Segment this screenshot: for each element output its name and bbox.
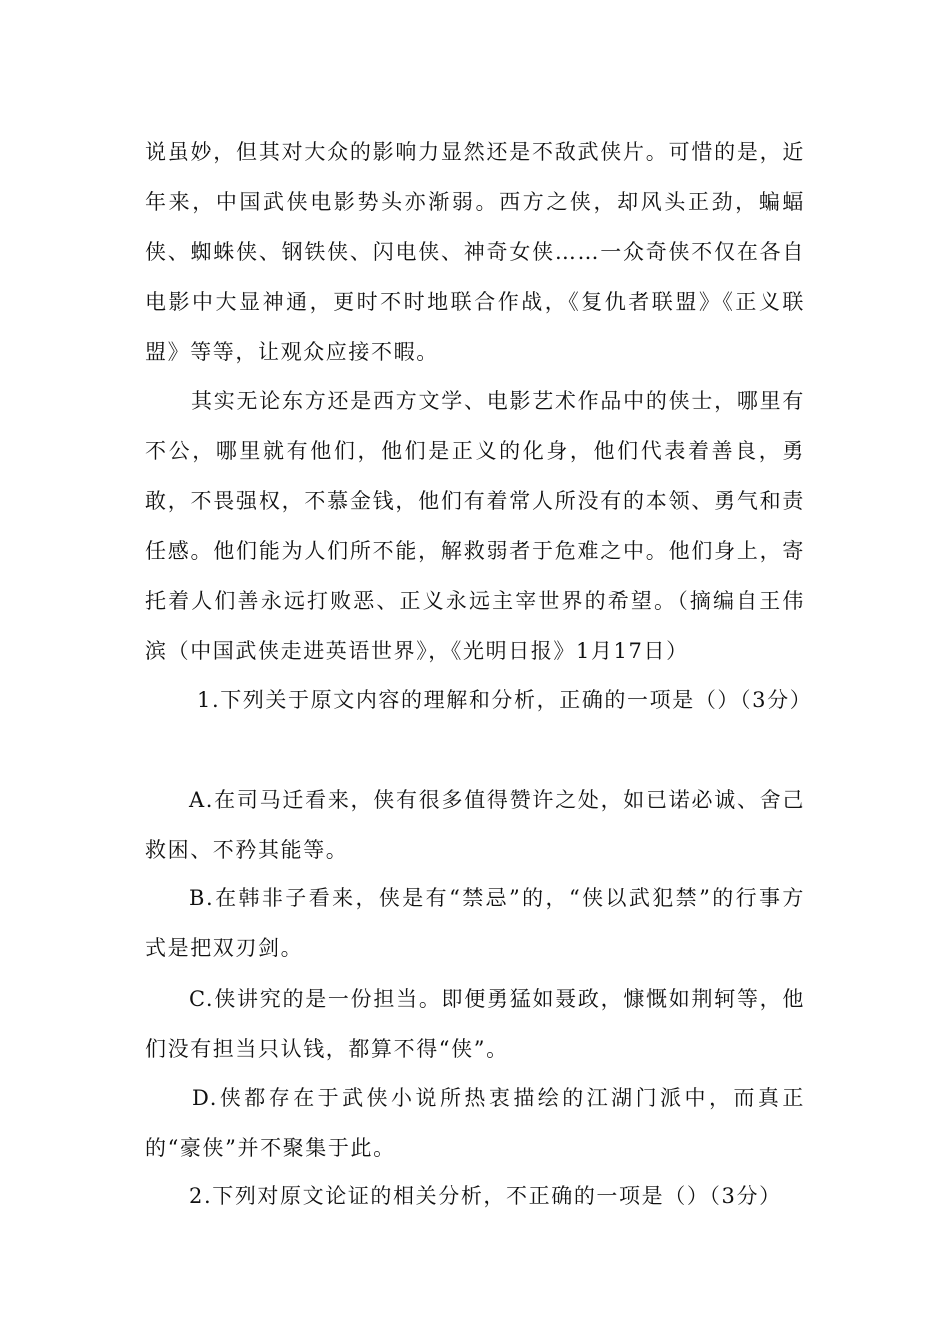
paragraph-body-2 [145, 376, 805, 676]
paragraph-body-1 [145, 127, 805, 377]
option-d-text: D.侠都存在于武侠小说所热衷描绘的江湖门派中，而真正的“豪侠”并不聚集于此。 [145, 1086, 805, 1160]
question-1-stem: 1.下列关于原文内容的理解和分析，正确的一项是（）（3分） [197, 688, 813, 712]
option-a-text: A.在司马迁看来，侠有很多值得赞许之处，如已诺必诚、舍己救困、不矜其能等。 [145, 788, 805, 862]
paragraph-text: 说虽妙，但其对大众的影响力显然还是不敌武侠片。可惜的是，近年来，中国武侠电影势头亦渐弱。西方之侠，却风头正劲，蝙蝠侠、蜘蛛侠、钢铁侠、闪电侠、神奇女侠……一众奇侠不仅在各自电影中大显神通，更时不时地联合作战，《复仇者联盟》《正义联盟》等等，让观众应接不暇。 [145, 140, 805, 364]
paragraph-text: 其实无论东方还是西方文学、电影艺术作品中的侠士，哪里有不公，哪里就有他们，他们是正义的化身，他们代表着善良，勇敢，不畏强权，不慕金钱，他们有着常人所没有的本领、勇气和责任感。他们能为人们所不能，解救弱者于危难之中。他们身上，寄托着人们善永远打败恶、正义永远主宰世界的希望。（摘编自王伟滨（中国武侠走进英语世界》，《光明日报》1月17日） [145, 389, 805, 663]
question-1-option-c [145, 974, 805, 1074]
question-2-stem: 2.下列对原文论证的相关分析，不正确的一项是（）（3分） [189, 1184, 782, 1208]
question-2 [145, 1171, 805, 1221]
option-c-text: C.侠讲究的是一份担当。即便勇猛如聂政，慷慨如荆轲等，他们没有担当只认钱，都算不得“侠”。 [145, 987, 805, 1061]
question-1-option-a [145, 775, 805, 875]
question-1-option-b [145, 873, 805, 973]
question-1 [145, 675, 813, 725]
question-1-option-d [145, 1073, 805, 1173]
option-b-text: B.在韩非子看来，侠是有“禁忌”的，“侠以武犯禁”的行事方式是把双刃剑。 [145, 886, 805, 960]
